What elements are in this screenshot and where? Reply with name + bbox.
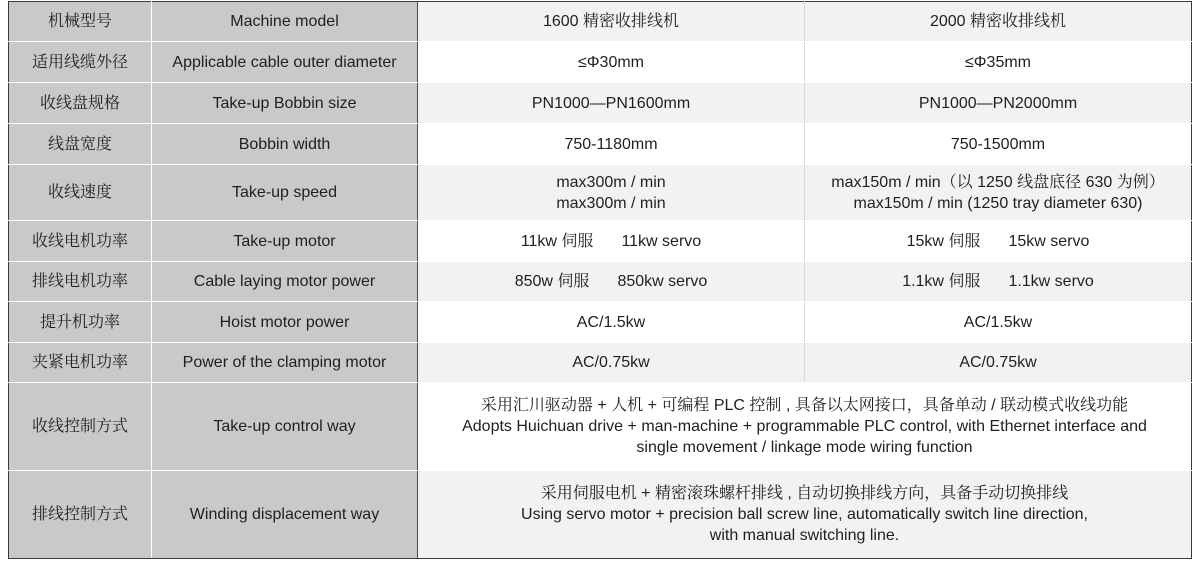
row-label-cn: 提升机功率	[9, 302, 152, 343]
value-1600: AC/0.75kw	[418, 343, 805, 383]
table-row	[9, 343, 1192, 383]
row-label-en: Take-up motor	[152, 221, 418, 262]
value-line: 采用汇川驱动器 + 人机 + 可编程 PLC 控制 , 具备以太网接口，具备单动 / 联动模式收线功能	[480, 397, 1129, 414]
row-label-en: Bobbin width	[152, 124, 418, 165]
value-line: max150m / min (1250 tray diameter 630)	[853, 194, 1143, 212]
row-label-en: Applicable cable outer diameter	[152, 42, 418, 83]
value-line: max150m / min（以 1250 线盘底径 630 为例）	[831, 173, 1165, 191]
row-label-en: Power of the clamping motor	[152, 343, 418, 383]
value-shared	[418, 471, 1192, 559]
table-row	[9, 124, 1192, 165]
value-2000	[805, 262, 1192, 302]
value-2000	[805, 165, 1192, 221]
row-label-en: Take-up speed	[152, 165, 418, 221]
table-row	[9, 262, 1192, 302]
value-cn: 850w 伺服	[514, 273, 590, 290]
table-row	[9, 383, 1192, 471]
value-2000: 2000 精密收排线机	[805, 2, 1192, 42]
value-en: 11kw servo	[621, 232, 702, 250]
table-row	[9, 2, 1192, 42]
spec-table	[8, 1, 1192, 559]
value-1600: 1600 精密收排线机	[418, 2, 805, 42]
row-label-en: Hoist motor power	[152, 302, 418, 343]
value-line: max300m / min	[556, 173, 666, 191]
value-cn: 1.1kw 伺服	[902, 273, 981, 290]
value-2000: AC/1.5kw	[805, 302, 1192, 343]
value-cn: 11kw 伺服	[520, 232, 594, 250]
row-label-en: Take-up Bobbin size	[152, 83, 418, 124]
value-en: 15kw servo	[1008, 232, 1090, 250]
value-2000	[805, 221, 1192, 262]
row-label-cn: 适用线缆外径	[9, 42, 152, 83]
table-row	[9, 221, 1192, 262]
value-line: with manual switching line.	[709, 527, 900, 544]
value-en: 850kw servo	[617, 273, 708, 290]
row-label-cn: 线盘宽度	[9, 124, 152, 165]
value-1600	[418, 165, 805, 221]
value-1600	[418, 262, 805, 302]
table-row	[9, 302, 1192, 343]
row-label-en: Winding displacement way	[152, 471, 418, 559]
row-label-en: Machine model	[152, 2, 418, 42]
table-row	[9, 471, 1192, 559]
value-2000: PN1000—PN2000mm	[805, 83, 1192, 124]
table-row	[9, 42, 1192, 83]
row-label-en: Cable laying motor power	[152, 262, 418, 302]
row-label-cn: 收线电机功率	[9, 221, 152, 262]
value-2000: AC/0.75kw	[805, 343, 1192, 383]
row-label-cn: 排线电机功率	[9, 262, 152, 302]
value-2000: 750-1500mm	[805, 124, 1192, 165]
value-line: Adopts Huichuan drive + man-machine + programmable PLC control, with Ethernet interface and	[462, 418, 1147, 435]
value-line: max300m / min	[556, 194, 666, 212]
value-line: Using servo motor + precision ball screw line, automatically switch line direction,	[521, 506, 1088, 523]
value-1600: 750-1180mm	[418, 124, 805, 165]
value-line: 采用伺服电机 + 精密滚珠螺杆排线 , 自动切换排线方向，具备手动切换排线	[540, 485, 1069, 502]
value-1600: ≤Φ30mm	[418, 42, 805, 83]
row-label-cn: 收线速度	[9, 165, 152, 221]
table-row	[9, 83, 1192, 124]
row-label-cn: 机械型号	[9, 2, 152, 42]
value-en: 1.1kw servo	[1008, 273, 1094, 290]
row-label-cn: 夹紧电机功率	[9, 343, 152, 383]
row-label-cn: 收线控制方式	[9, 383, 152, 471]
value-1600	[418, 221, 805, 262]
value-1600: AC/1.5kw	[418, 302, 805, 343]
row-label-cn: 收线盘规格	[9, 83, 152, 124]
row-label-en: Take-up control way	[152, 383, 418, 471]
row-label-cn: 排线控制方式	[9, 471, 152, 559]
value-1600: PN1000—PN1600mm	[418, 83, 805, 124]
value-shared	[418, 383, 1192, 471]
value-cn: 15kw 伺服	[906, 232, 981, 250]
value-2000: ≤Φ35mm	[805, 42, 1192, 83]
value-line: single movement / linkage mode wiring function	[636, 439, 973, 456]
table-row	[9, 165, 1192, 221]
